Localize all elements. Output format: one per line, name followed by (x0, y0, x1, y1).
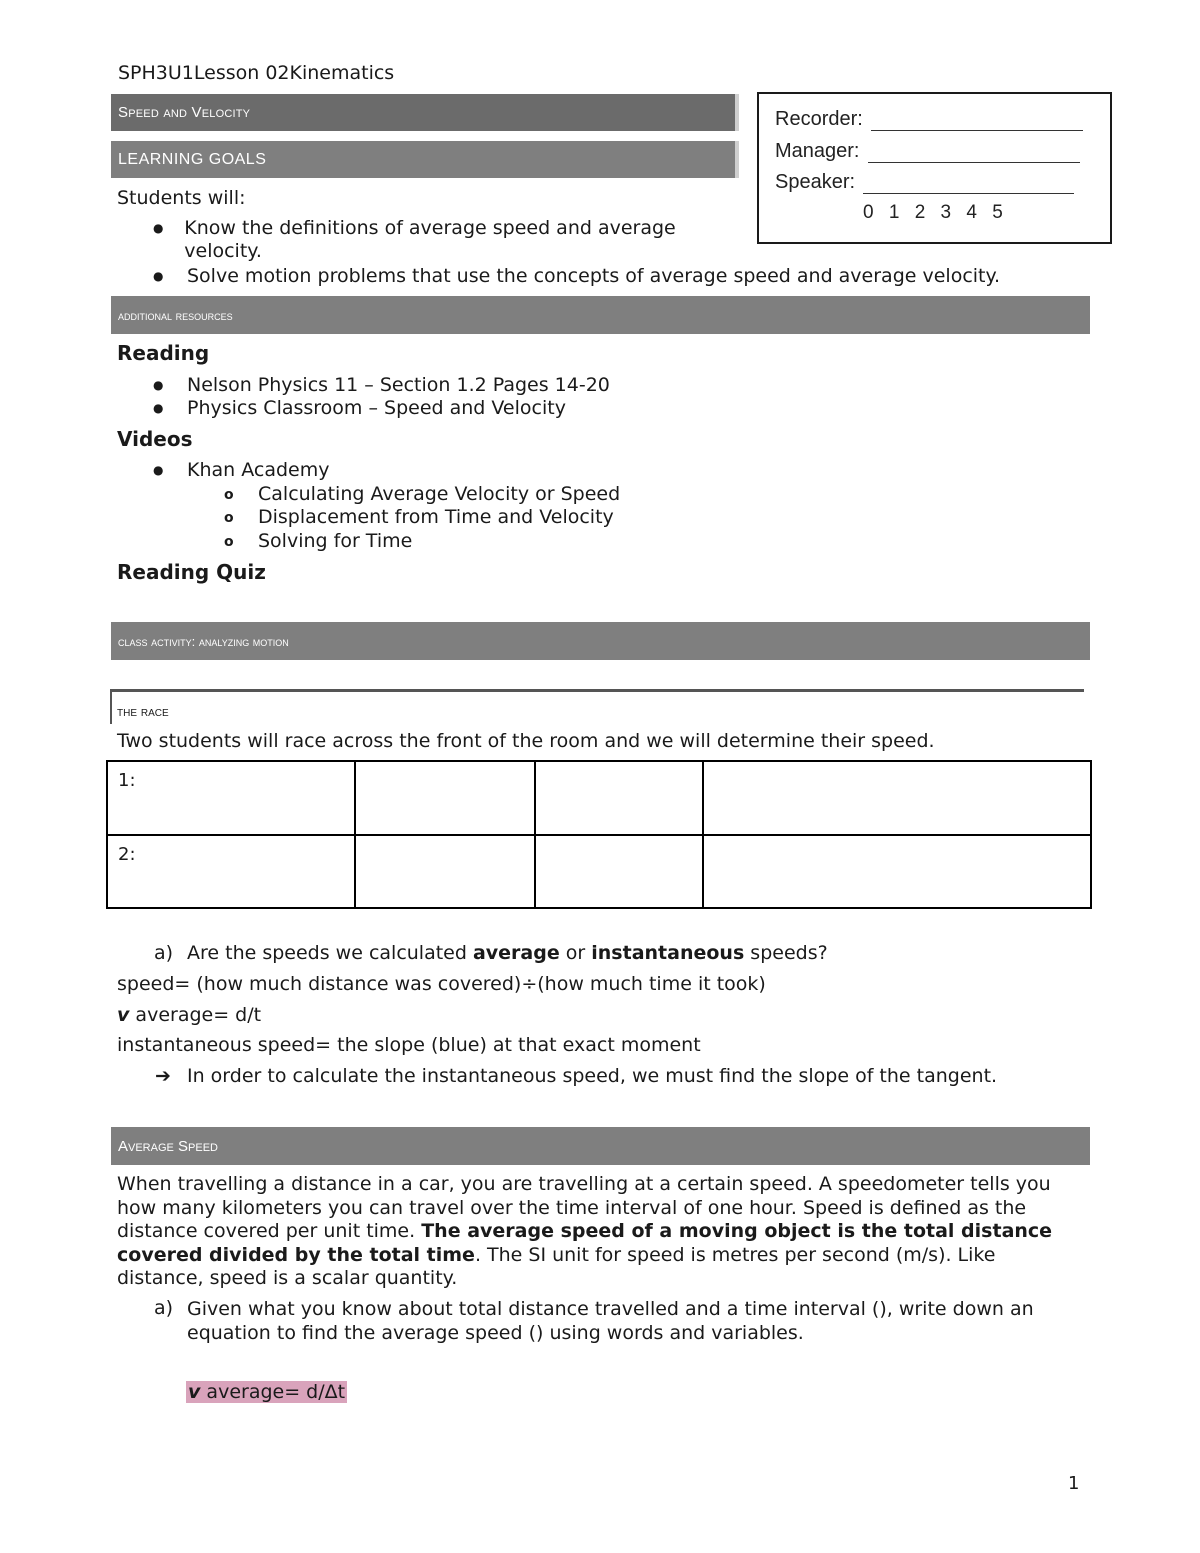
table-cell[interactable] (703, 835, 1091, 909)
question-label: a) (154, 1297, 174, 1319)
average-speed-bar: Average Speed (111, 1127, 1090, 1165)
question-post: speeds? (744, 942, 828, 964)
bullet-icon: ● (153, 463, 164, 477)
video-link[interactable]: Calculating Average Velocity or Speed (258, 483, 621, 505)
reading-heading: Reading (117, 341, 210, 365)
instantaneous-note: instantaneous speed= the slope (blue) at that exact moment (117, 1034, 701, 1056)
bullet-icon: ● (153, 401, 164, 415)
highlighted-answer (186, 1381, 347, 1403)
document-header: SPH3U1Lesson 02Kinematics (118, 62, 395, 84)
bullet-icon: ● (153, 221, 164, 235)
recorder-line (775, 108, 1083, 131)
sub-bullet-icon: o (224, 510, 234, 526)
recorder-label: Recorder: (775, 108, 863, 130)
table-cell[interactable] (535, 835, 703, 909)
question-label: a) (154, 942, 174, 964)
table-cell[interactable] (355, 761, 535, 835)
question-pre: Are the speeds we calculated (187, 942, 473, 964)
reading-link[interactable]: Nelson Physics 11 – Section 1.2 Pages 14-20 (187, 374, 610, 396)
answer-text: average= d/Δt (200, 1381, 346, 1403)
average-speed-paragraph (117, 1173, 1079, 1291)
paragraph-text: When travelling a distance in a car, you are travelling at a certain speed. A speedometer tells you how many kilometers you can travel over the time interval of one hour. Speed is defined as the distance covered per unit time. (117, 1173, 1051, 1242)
answer-formula (186, 1381, 347, 1403)
table-row (107, 761, 1091, 835)
sub-bullet-icon: o (224, 534, 234, 550)
video-item[interactable] (224, 530, 412, 554)
manager-label: Manager: (775, 140, 860, 162)
video-link[interactable]: Displacement from Time and Velocity (258, 506, 614, 528)
bullet-icon: ● (153, 269, 164, 283)
reading-item[interactable] (153, 374, 610, 397)
video-item[interactable] (224, 506, 614, 530)
video-source (153, 459, 329, 482)
question-mid: or (559, 942, 592, 964)
video-link[interactable]: Solving for Time (258, 530, 413, 552)
group-roles-box (757, 92, 1112, 244)
race-top-rule (110, 689, 1084, 692)
v-symbol: v (188, 1381, 201, 1403)
v-average-text: average= d/t (129, 1004, 262, 1026)
goals-intro: Students will: (117, 187, 246, 209)
section-title-bar: Speed and Velocity (111, 94, 739, 131)
manager-line (775, 140, 1080, 163)
question-text: Given what you know about total distance travelled and a time interval (), write down an equation to find the average speed () using words and variables. (187, 1298, 1034, 1344)
table-cell[interactable]: 2: (107, 835, 355, 909)
question-average-speed (154, 1297, 1084, 1345)
table-cell[interactable]: 1: (107, 761, 355, 835)
additional-resources-bar: additional resources (111, 296, 1090, 334)
page-number: 1 (1068, 1473, 1080, 1494)
paragraph-text-end: . The SI unit for speed is metres per second (m/s). Like distance, speed is a scalar quantity. (117, 1243, 996, 1289)
video-source-text: Khan Academy (187, 459, 330, 481)
speaker-line (775, 171, 1074, 194)
speaker-blank (863, 173, 1074, 194)
paragraph-bold: The average speed of a moving object is the total distance covered divided by the total time (117, 1220, 1053, 1266)
participation-scale: 0 1 2 3 4 5 (863, 202, 1005, 223)
the-race-heading: the race (117, 703, 169, 719)
recorder-blank (871, 110, 1083, 131)
table-cell[interactable] (355, 835, 535, 909)
class-activity-bar: class activity: analyzing motion (111, 622, 1090, 660)
v-average-formula (117, 1004, 261, 1026)
manager-blank (868, 142, 1080, 163)
question-bold-instantaneous: instantaneous (591, 942, 745, 964)
race-intro: Two students will race across the front of the room and we will determine their speed. (117, 730, 935, 752)
speed-formula: speed= (how much distance was covered)÷(how much time it took) (117, 973, 766, 995)
v-symbol: v (117, 1004, 130, 1026)
tangent-text: In order to calculate the instantaneous speed, we must find the slope of the tangent. (187, 1065, 998, 1087)
reading-item[interactable] (153, 397, 566, 420)
race-table (106, 760, 1092, 909)
goal-item (153, 217, 713, 263)
goal-item (153, 265, 1083, 288)
question-a (154, 942, 828, 964)
table-cell[interactable] (703, 761, 1091, 835)
table-cell[interactable] (535, 761, 703, 835)
reading-quiz-heading[interactable]: Reading Quiz (117, 560, 266, 584)
videos-heading: Videos (117, 427, 193, 451)
sub-bullet-icon: o (224, 487, 234, 503)
learning-goals-bar: LEARNING GOALS (111, 141, 739, 178)
question-text (187, 942, 828, 964)
table-row (107, 835, 1091, 909)
goal-text: Solve motion problems that use the concepts of average speed and average velocity. (187, 265, 1001, 287)
arrow-icon: ➔ (155, 1065, 171, 1087)
speaker-label: Speaker: (775, 171, 856, 193)
reading-link[interactable]: Physics Classroom – Speed and Velocity (187, 397, 566, 419)
bullet-icon: ● (153, 378, 164, 392)
goal-text: Know the definitions of average speed and average velocity. (184, 217, 676, 262)
race-left-rule (110, 689, 112, 724)
question-bold-average: average (472, 942, 560, 964)
tangent-note (155, 1065, 997, 1087)
video-item[interactable] (224, 483, 620, 507)
